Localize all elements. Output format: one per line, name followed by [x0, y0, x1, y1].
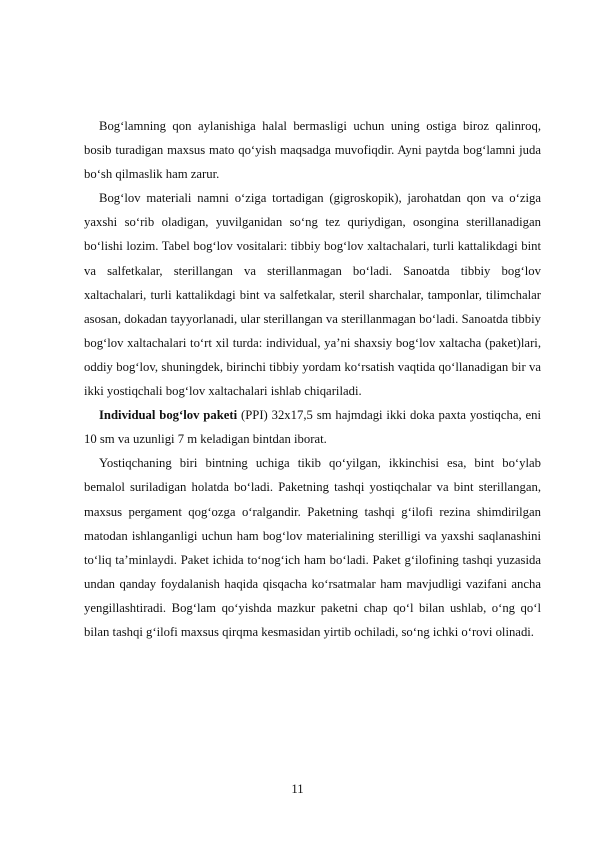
- paragraph-bandage-circulation: Bog‘lamning qon aylanishiga halal bermasligi uchun uning ostiga biroz qalinroq, bosib turadigan maxsus mato qo‘yish maqsadga muvofiqdir. Ayni paytda bog‘lamni juda bo‘sh qilmaslik ham zarur.: [84, 119, 541, 182]
- paragraph-dressing-material: Bog‘lov materiali namni o‘ziga tortadigan (gigroskopik), jarohatdan qon va o‘ziga yaxshi so‘rib oladigan, yuvilganidan so‘ng tez quriydigan, osongina sterillanadigan bo‘lishi lozim. Tabel bog‘lov vositalari: tibbiy bog‘lov xaltachalari, turli kattalikdagi bint va salfetkalar, sterillangan va sterillanmagan bo‘ladi. Sanoatda tibbiy bog‘lov xaltachalari, turli kattalikdagi bint va salfetkalar, steril sharchalar, tamponlar, tilimchalar asosan, dokadan tayyorlanadi, ular sterillangan va sterillanmagan bo‘ladi. Sanoatda tibbiy bog‘lov xaltachalari to‘rt xil turda: individual, ya’ni shaxsiy bog‘lov xaltacha (paket)lari, oddiy bog‘lov, shuningdek, birinchi tibbiy yordam ko‘rsatish vaqtida qo‘llanadigan bir va ikki yostiqchali bog‘lov xaltachalari ishlab chiqariladi.: [84, 191, 541, 399]
- paragraph-pad-description: Yostiqchaning biri bintning uchiga tikib qo‘yilgan, ikkinchisi esa, bint bo‘ylab bemalol suriladigan holatda bo‘ladi. Paketning tashqi yostiqchalar va bint sterillangan, maxsus pergament qog‘ozga o‘ralgandir. Paketning tashqi g‘ilofi rezina shimdirilgan matodan ishlanganligi uchun ham bog‘lov materialining sterilligi va yaxshi saqlanashini to‘liq ta’minlaydi. Paket ichida to‘nog‘ich ham bo‘ladi. Paket g‘ilofining tashqi yuzasida undan qanday foydalanish haqida qisqacha ko‘rsatmalar ham mavjudligi vazifani ancha yengillashtiradi. Bog‘lam qo‘yishda mazkur paketni chap qo‘l bilan ushlab, o‘ng qo‘l bilan tashqi g‘ilofi maxsus qirqma kesmasidan yirtib ochiladi, so‘ng ichki o‘rovi olinadi.: [84, 456, 541, 639]
- page-number: 11: [291, 782, 304, 796]
- term-individual-package: Individual bog‘lov paketi: [99, 408, 238, 423]
- paragraph-individual-package-text: (PPI) 32x17,5 sm hajmdagi ikki doka paxta yostiqcha, eni 10 sm va uzunligi 7 m keladigan bintdan iborat.: [84, 408, 541, 447]
- paragraph-individual-package: [84, 403, 541, 451]
- page-body: [84, 114, 541, 644]
